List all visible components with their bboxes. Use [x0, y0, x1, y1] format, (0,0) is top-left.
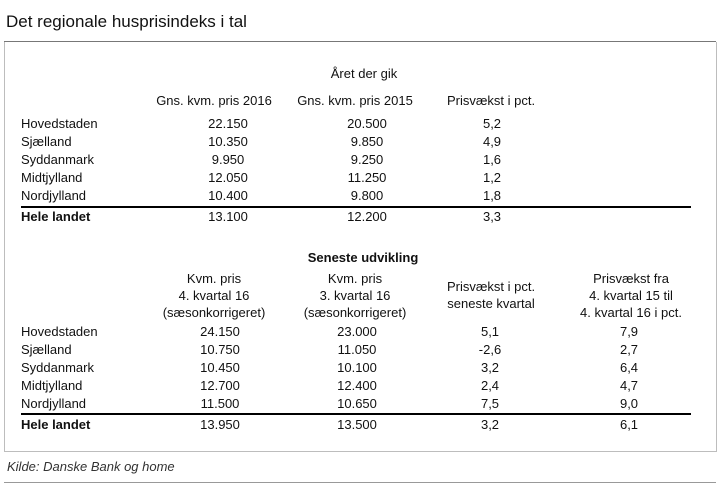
header-line: 4. kvartal 16: [178, 288, 250, 303]
header-line: Prisvækst i pct.: [446, 279, 536, 294]
header-line: (sæsonkorrigeret): [303, 305, 407, 320]
table1-header-col2: Gns. kvm. pris 2015: [297, 93, 413, 108]
table-cell: 10.450: [200, 360, 240, 375]
table-cell: 10.100: [337, 360, 377, 375]
table2-group-header: Seneste udvikling: [307, 250, 419, 265]
table-cell: 9.250: [350, 152, 384, 167]
table-cell: 9.850: [350, 134, 384, 149]
region-label: Syddanmark: [21, 360, 94, 375]
region-label: Sjælland: [21, 342, 72, 357]
header-line: 4. kvartal 16 i pct.: [580, 305, 682, 320]
table-cell: 2,7: [619, 342, 639, 357]
total-label: Hele landet: [21, 209, 91, 224]
region-label: Midtjylland: [21, 378, 83, 393]
table-cell: 6,4: [619, 360, 639, 375]
table-cell: 11.050: [337, 342, 377, 357]
region-label: Nordjylland: [21, 188, 87, 203]
region-label: Hovedstaden: [21, 324, 98, 339]
region-label: Syddanmark: [21, 152, 94, 167]
table1-group-header: Året der gik: [330, 66, 398, 81]
table-cell: 13.100: [208, 209, 248, 224]
table-cell: 12.050: [208, 170, 248, 185]
table-cell: 4,7: [619, 378, 639, 393]
table-cell: 7,9: [619, 324, 639, 339]
bottom-divider: [4, 482, 716, 483]
table-cell: 1,2: [482, 170, 502, 185]
table-cell: 3,2: [480, 360, 500, 375]
header-line: 3. kvartal 16: [319, 288, 391, 303]
region-label: Hovedstaden: [21, 116, 98, 131]
header-line: (sæsonkorrigeret): [162, 305, 266, 320]
header-line: 4. kvartal 15 til: [589, 288, 673, 303]
table-cell: 10.400: [208, 188, 248, 203]
table-cell: 10.650: [337, 396, 377, 411]
table-cell: 10.750: [200, 342, 240, 357]
table-cell: 20.500: [347, 116, 387, 131]
table-cell: 3,2: [480, 417, 500, 432]
table-cell: 13.500: [337, 417, 377, 432]
table-cell: 24.150: [200, 324, 240, 339]
header-line: Kvm. pris: [327, 271, 383, 286]
table-cell: 12.200: [347, 209, 387, 224]
table1-total-divider: [21, 206, 691, 208]
region-label: Nordjylland: [21, 396, 87, 411]
table-cell: 11.500: [200, 396, 240, 411]
header-line: seneste kvartal: [447, 296, 535, 311]
table-cell: 6,1: [619, 417, 639, 432]
table-cell: -2,6: [478, 342, 502, 357]
total-label: Hele landet: [21, 417, 91, 432]
table-cell: 23.000: [337, 324, 377, 339]
table-cell: 3,3: [482, 209, 502, 224]
table-cell: 9.800: [350, 188, 384, 203]
table-cell: 4,9: [482, 134, 502, 149]
table-cell: 22.150: [208, 116, 248, 131]
table-cell: 1,8: [482, 188, 502, 203]
header-line: Prisvækst fra: [593, 271, 669, 286]
table-cell: 1,6: [482, 152, 502, 167]
table-cell: 12.700: [200, 378, 240, 393]
table-cell: 7,5: [480, 396, 500, 411]
region-label: Midtjylland: [21, 170, 83, 185]
table-cell: 9,0: [619, 396, 639, 411]
table1-header-col3: Prisvækst i pct.: [446, 93, 536, 108]
table-cell: 9.950: [211, 152, 245, 167]
region-label: Sjælland: [21, 134, 72, 149]
table-cell: 2,4: [480, 378, 500, 393]
header-line: Kvm. pris: [186, 271, 242, 286]
page-title: Det regionale husprisindeks i tal: [6, 12, 247, 31]
table-cell: 5,1: [480, 324, 500, 339]
table-cell: 12.400: [337, 378, 377, 393]
table1-header-col1: Gns. kvm. pris 2016: [156, 93, 272, 108]
source-note: Kilde: Danske Bank og home: [7, 459, 175, 474]
table-cell: 11.250: [347, 170, 387, 185]
table-panel: [4, 42, 717, 452]
table2-total-divider: [21, 413, 691, 415]
table-cell: 13.950: [200, 417, 240, 432]
table-cell: 10.350: [208, 134, 248, 149]
table-cell: 5,2: [482, 116, 502, 131]
